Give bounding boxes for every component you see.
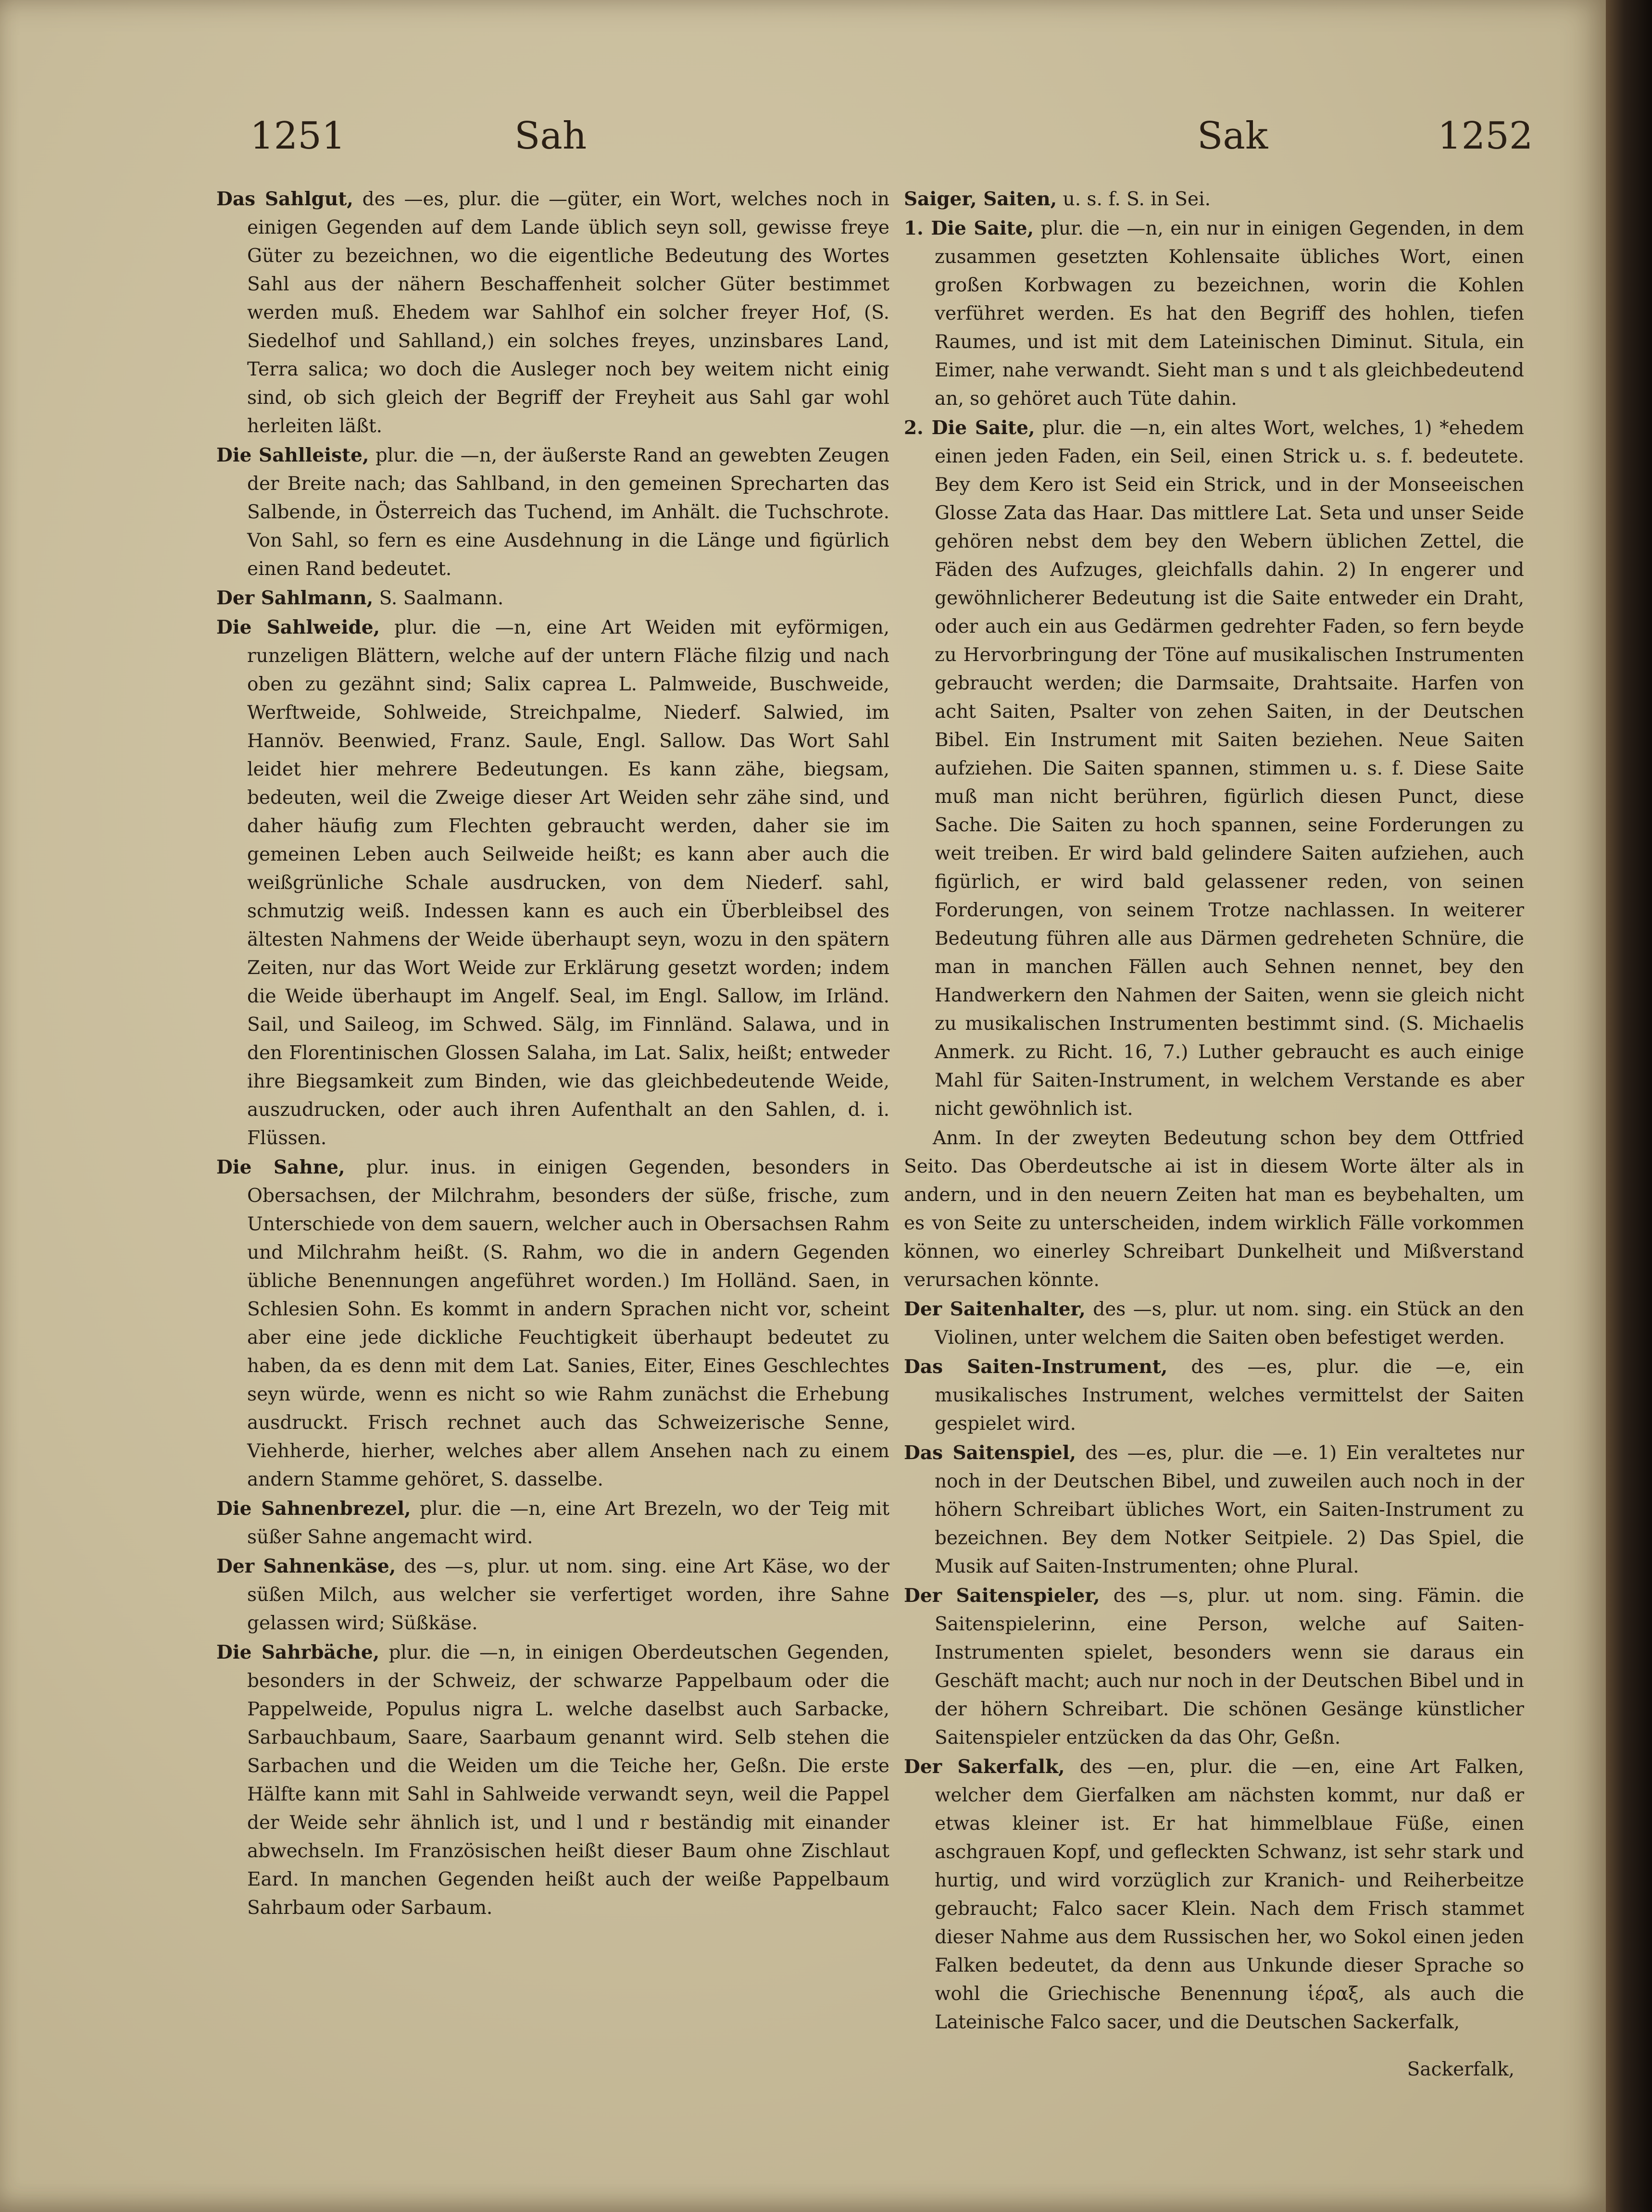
entry-text: des —es, plur. die —güter, ein Wort, welches noch in einigen Gegenden auf dem Lande üblich seyn soll, gewisse freye Güter zu bezeichnen, wo die eigentliche Bedeutung des Wortes Sahl aus der nähern Beschaffenheit solcher Güter bestimmet werden muß. Ehedem war Sahlhof ein solcher freyer Hof, (S. Siedelhof und Sahlland,) ein solches freyes, unzinsbares Land, Terra salica; wo doch die Ausleger noch bey weitem nicht einig sind, ob sich gleich der Begriff der Freyheit aus Sahl gar wohl herleiten läßt. xyxy=(247,188,889,437)
entry-headword: Das Sahlgut, xyxy=(216,188,353,210)
entry-headword: Die Sahlweide, xyxy=(216,616,380,638)
right-column xyxy=(904,185,1524,2102)
entry-text: des —s, plur. ut nom. sing. eine Art Käse, wo der süßen Milch, aus welcher sie verfertiget worden, ihre Sahne gelassen wird; Süßkäse. xyxy=(247,1556,889,1634)
left-running-head: Sah xyxy=(514,114,587,158)
entry-text: plur. die —n, eine Art Weiden mit eyförmigen, runzeligen Blättern, welche auf der untern Fläche filzig und nach oben zu gezähnt sind; Salix caprea L. Palmweide, Buschweide, Werftweide, Sohlweide, Streichpalme, Niederf. Salwied, im Hannöv. Beenwied, Franz. Saule, Engl. Sallow. Das Wort Sahl leidet hier mehrere Bedeutungen. Es kann zähe, biegsam, bedeuten, weil die Zweige dieser Art Weiden sehr zähe sind, und daher häufig zum Flechten gebraucht werden, daher sie im gemeinen Leben auch Seilweide heißt; es kann aber auch die weißgrünliche Schale ausdrucken, von dem Niederf. sahl, schmutzig weiß. Indessen kann es auch ein Überbleibsel des ältesten Nahmens der Weide überhaupt seyn, wozu in den spätern Zeiten, nur das Wort Weide zur Erklärung gesetzt worden; indem die Weide überhaupt im Angelf. Seal, im Engl. Sallow, im Irländ. Sail, und Saileog, im Schwed. Sälg, im Finnländ. Salawa, und in den Florentinischen Glossen Salaha, im Lat. Salix, heißt; entweder ihre Biegsamkeit zum Binden, wie das gleichbedeutende Weide, auszudrucken, oder auch ihren Aufenthalt an den Sahlen, d. i. Flüssen. xyxy=(247,617,890,1149)
entry-text: plur. die —n, eine Art Brezeln, wo der Teig mit süßer Sahne angemacht wird. xyxy=(247,1498,889,1548)
dictionary-entry xyxy=(216,1495,889,1551)
entry-text: des —es, plur. die —e. 1) Ein veraltetes nur noch in der Deutschen Bibel, und zuweilen auch noch in der höhern Schreibart übliches Wort, ein Saiten-Instrument zu bezeichnen. Bey dem Notker Seitpiele. 2) Das Spiel, die Musik auf Saiten-Instrumenten; ohne Plural. xyxy=(935,1442,1524,1577)
entry-headword: Das Saitenspiel, xyxy=(904,1442,1076,1464)
entry-text: u. s. f. S. in Sei. xyxy=(1063,188,1211,210)
dictionary-entry xyxy=(216,584,889,612)
dictionary-entry xyxy=(904,1582,1524,1752)
entry-headword: Der Sakerfalk, xyxy=(904,1756,1065,1778)
left-column xyxy=(216,185,889,1923)
entry-headword: Der Sahlmann, xyxy=(216,587,374,609)
dictionary-entry xyxy=(216,1552,889,1637)
entry-headword: Saiger, Saiten, xyxy=(904,188,1057,210)
entry-text: plur. inus. in einigen Gegenden, besonders in Obersachsen, der Milchrahm, besonders der süße, frische, zum Unterschiede von dem sauern, welcher auch in Obersachsen Rahm und Milchrahm heißt. (S. Rahm, wo die in andern Gegenden übliche Benennungen angeführet worden.) Im Holländ. Saen, in Schlesien Sohn. Es kommt in andern Sprachen nicht vor, scheint aber eine jede dickliche Feuchtigkeit überhaupt bedeutet zu haben, da es denn mit dem Lat. Sanies, Eiter, Eines Geschlechtes seyn würde, wenn es nicht so wie Rahm zunächst die Erhebung ausdruckt. Frisch rechnet auch das Schweizerische Senne, Viehherde, hierher, welches aber allem Ansehen nach zu einem andern Stamme gehöret, S. dasselbe. xyxy=(247,1157,890,1490)
entry-headword: Der Saitenspieler, xyxy=(904,1585,1100,1607)
dictionary-entry xyxy=(904,1753,1524,2037)
right-running-head: Sak xyxy=(1197,114,1268,158)
entry-text: plur. die —n, ein nur in einigen Gegenden, in dem zusammen gesetzten Kohlensaite übliches Wort, einen großen Korbwagen zu bezeichnen, worin die Kohlen verführet werden. Es hat den Begriff des hohlen, tiefen Raumes, und ist mit dem Lateinischen Diminut. Situla, ein Eimer, nahe verwandt. Sieht man s und t als gleichbedeutend an, so gehöret auch Tüte dahin. xyxy=(935,218,1524,410)
entry-headword: 2. Die Saite, xyxy=(904,417,1035,439)
entry-text: S. Saalmann. xyxy=(379,587,504,609)
page-header xyxy=(0,114,1606,172)
dictionary-entry xyxy=(904,185,1524,213)
dictionary-entry xyxy=(904,1439,1524,1581)
dictionary-entry xyxy=(904,1295,1524,1352)
book-gutter xyxy=(1606,0,1652,2212)
entry-headword: Die Sahrbäche, xyxy=(216,1641,380,1663)
entry-headword: Der Sahnenkäse, xyxy=(216,1555,396,1577)
entry-headword: Das Saiten-Instrument, xyxy=(904,1356,1168,1378)
entry-headword: 1. Die Saite, xyxy=(904,217,1034,239)
entry-text: Anm. In der zweyten Bedeutung schon bey dem Ottfried Seito. Das Oberdeutsche ai ist in diesem Worte älter als in andern, und in den neuern Zeiten hat man es beybehalten, um es von Seite zu unterscheiden, indem wirklich Fälle vorkommen können, wo einerley Schreibart Dunkelheit und Mißverstand verursachen könnte. xyxy=(904,1127,1524,1291)
catchword: Sackerfalk, xyxy=(1407,2059,1514,2080)
entry-text: des —s, plur. ut nom. sing. Fämin. die Saitenspielerinn, eine Person, welche auf Saiten-Instrumenten spielet, besonders wenn sie daraus ein Geschäft macht; auch nur noch in der Deutschen Bibel und in der höhern Schreibart. Die schönen Gesänge künstlicher Saitenspieler entzücken da das Ohr, Geßn. xyxy=(935,1585,1524,1749)
entry-text: plur. die —n, ein altes Wort, welches, 1) *ehedem einen jeden Faden, ein Seil, einen Strick u. s. f. bedeutete. Bey dem Kero ist Seid ein Strick, und in der Monseeischen Glosse Zata das Haar. Das mittlere Lat. Seta und unser Seide gehören nebst dem bey den Webern üblichen Zettel, die Fäden des Aufzuges, gleichfalls dahin. 2) In engerer und gewöhnlicherer Bedeutung ist die Saite entweder ein Draht, oder auch ein aus Gedärmen gedrehter Faden, so fern beyde zu Hervorbringung der Töne auf musikalischen Instrumenten gebraucht werden; die Darmsaite, Drahtsaite. Harfen von acht Saiten, Psalter von zehen Saiten, in der Deutschen Bibel. Ein Instrument mit Saiten beziehen. Neue Saiten aufziehen. Die Saiten spannen, stimmen u. s. f. Diese Saite muß man nicht berühren, figürlich diesen Punct, diese Sache. Die Saiten zu hoch spannen, seine Forderungen zu weit treiben. Er wird bald gelindere Saiten aufziehen, auch figürlich, er wird bald gelassener reden, von seinen Forderungen, von seinem Trotze nachlassen. In weiterer Bedeutung führen alle aus Därmen gedreheten Schnüre, die man in manchen Fällen auch Sehnen nennet, bey den Handwerkern den Nahmen der Saiten, wenn sie gleich nicht zu musikalischen Instrumenten bestimmt sind. (S. Michaelis Anmerk. zu Richt. 16, 7.) Luther gebraucht es auch einige Mahl für Saiten-Instrument, in welchem Verstande es aber nicht gewöhnlich ist. xyxy=(935,417,1524,1120)
left-page-number: 1251 xyxy=(250,114,346,158)
entry-headword: Die Sahnenbrezel, xyxy=(216,1498,411,1520)
entry-headword: Die Sahne, xyxy=(216,1156,345,1178)
dictionary-entry xyxy=(904,1353,1524,1438)
dictionary-entry xyxy=(904,414,1524,1123)
entry-text: plur. die —n, in einigen Oberdeutschen Gegenden, besonders in der Schweiz, der schwarze Pappelbaum oder die Pappelweide, Populus nigra L. welche daselbst auch Sarbacke, Sarbauchbaum, Saare, Saarbaum genannt wird. Selb stehen die Sarbachen und die Weiden um die Teiche her, Geßn. Die erste Hälfte kann mit Sahl in Sahlweide verwandt seyn, weil die Pappel der Weide sehr ähnlich ist, und l und r beständig mit einander abwechseln. Im Französischen heißt dieser Baum ohne Zischlaut Eard. In manchen Gegenden heißt auch der weiße Pappelbaum Sahrbaum oder Sarbaum. xyxy=(247,1642,889,1919)
right-page-number: 1252 xyxy=(1438,114,1533,158)
dictionary-entry xyxy=(216,185,889,440)
dictionary-entry xyxy=(904,1124,1524,1294)
entry-text: des —es, plur. die —e, ein musikalisches Instrument, welches vermittelst der Saiten gespielet wird. xyxy=(935,1356,1524,1435)
entry-text: des —en, plur. die —en, eine Art Falken, welcher dem Gierfalken am nächsten kommt, nur daß er etwas kleiner ist. Er hat himmelblaue Füße, einen aschgrauen Kopf, und gefleckten Schwanz, ist sehr stark und hurtig, und wird vorzüglich zur Kranich- und Reiherbeitze gebraucht; Falco sacer Klein. Nach dem Frisch stammet dieser Nahme aus dem Russischen her, wo Sokol einen jeden Falken bedeutet, da denn aus Unkunde dieser Sprache so wohl die Griechische Benennung ἱέραξ, als auch die Lateinische Falco sacer, und die Deutschen Sackerfalk, xyxy=(935,1756,1524,2033)
dictionary-entry xyxy=(216,1638,889,1922)
dictionary-entry xyxy=(904,214,1524,413)
dictionary-entry xyxy=(216,613,889,1152)
entry-headword: Der Saitenhalter, xyxy=(904,1298,1086,1320)
entry-text: des —s, plur. ut nom. sing. ein Stück an den Violinen, unter welchem die Saiten oben befestiget werden. xyxy=(935,1299,1524,1349)
entry-text: plur. die —n, der äußerste Rand an gewebten Zeugen der Breite nach; das Sahlband, in den gemeinen Sprecharten das Salbende, in Österreich das Tuchend, im Anhält. die Tuchschrote. Von Sahl, so fern es eine Ausdehnung in die Länge und figürlich einen Rand bedeutet. xyxy=(247,445,890,580)
entry-headword: Die Sahlleiste, xyxy=(216,444,369,466)
dictionary-entry xyxy=(216,1153,889,1494)
dictionary-entry xyxy=(216,441,889,583)
